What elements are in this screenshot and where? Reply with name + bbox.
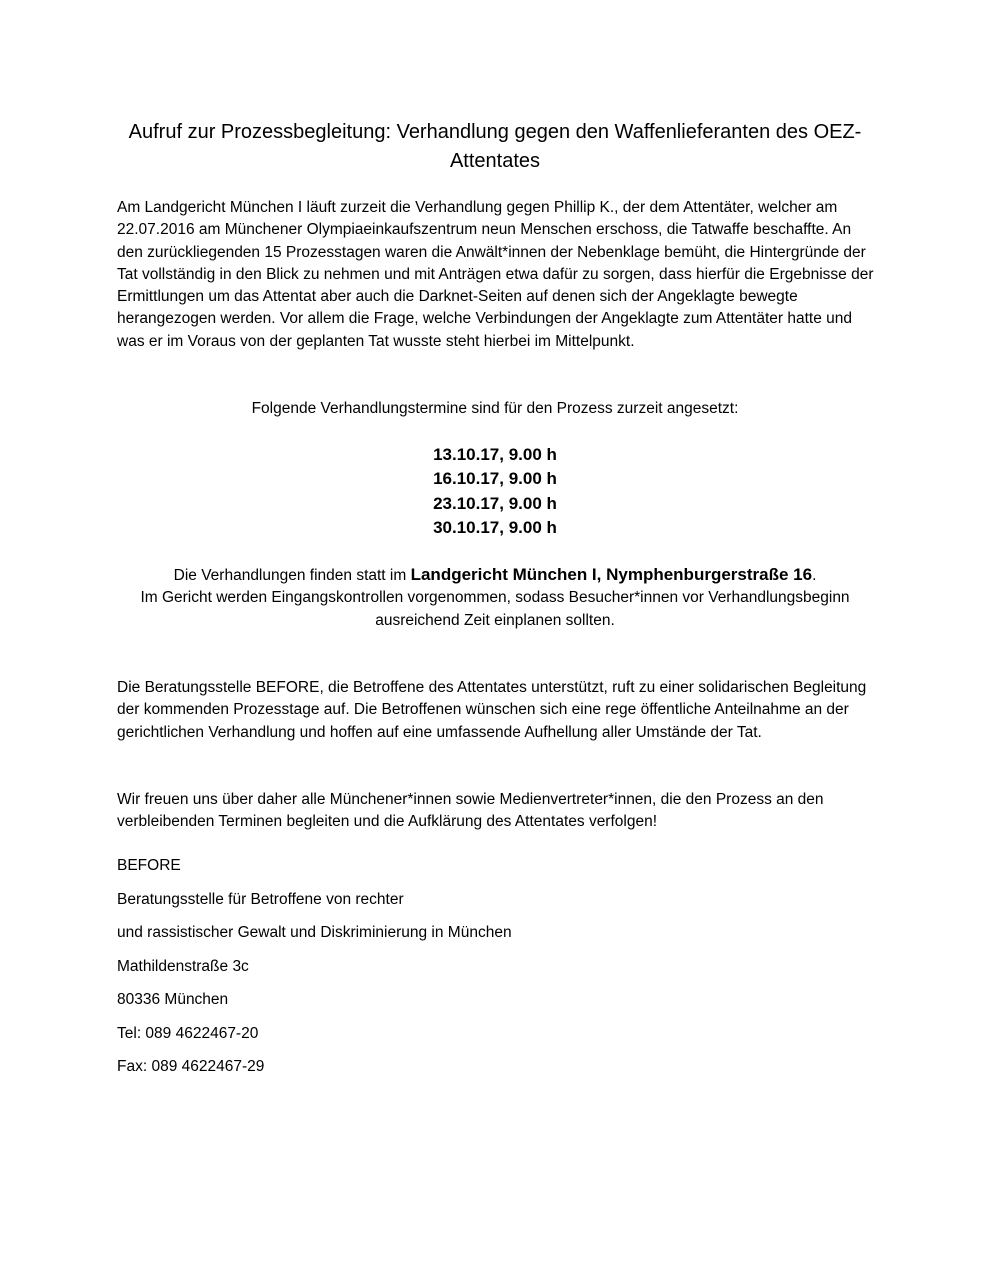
hearing-date: 23.10.17, 9.00 h — [433, 493, 557, 513]
venue-paragraph — [100, 564, 890, 632]
contact-city: 80336 München — [117, 991, 229, 1008]
dates-intro: Folgende Verhandlungstermine sind für den Prozess zurzeit angesetzt: — [251, 400, 739, 417]
intro-paragraph: Am Landgericht München I läuft zurzeit die Verhandlung gegen Phillip K., der dem Attentäter, welcher am 22.07.2016 am Münchener Olympiaeinkaufszentrum neun Menschen erschoss, die Tatwaffe beschaffte. An den zurückliegenden 15 Prozesstagen waren die Anwält*innen der Nebenklage bemüht, die Hintergründe der Tat vollständig in den Blick zu nehmen und mit Anträgen etwa dafür zu sorgen, dass hierfür die Ergebnisse der Ermittlungen um das Attentat aber auch die Darknet-Seiten auf denen sich der Angeklagte bewegte herangezogen werden. Vor allem die Frage, welche Verbindungen der Angeklagte zum Attentäter hatte und was er im Voraus von der geplanten Tat wusste steht hierbei im Mittelpunkt. — [117, 199, 874, 350]
contact-line1: Beratungsstelle für Betroffene von rechter — [117, 890, 404, 908]
venue-note: Im Gericht werden Eingangskontrollen vorgenommen, sodass Besucher*innen vor Verhandlungsbeginn ausreichend Zeit einplanen sollten. — [140, 589, 850, 629]
contact-org: BEFORE — [117, 857, 181, 874]
contact-tel: Tel: 089 4622467-20 — [117, 1024, 259, 1042]
contact-street: Mathildenstraße 3c — [117, 957, 249, 975]
venue-suffix: . — [812, 567, 817, 584]
venue-name: Landgericht München I, Nymphenburgerstraße 16 — [410, 565, 813, 584]
contact-line2: und rassistischer Gewalt und Diskriminierung in München — [117, 924, 512, 941]
contact-fax: Fax: 089 4622467-29 — [117, 1058, 265, 1075]
hearing-date: 16.10.17, 9.00 h — [433, 469, 557, 489]
before-paragraph: Die Beratungsstelle BEFORE, die Betroffene des Attentates unterstützt, ruft zu einer solidarischen Begleitung der kommenden Prozesstage auf. Die Betroffenen wünschen sich eine rege öffentliche Anteilnahme an der gerichtlichen Verhandlung und hoffen auf eine umfassende Aufhellung aller Umstände der Tat. — [117, 679, 867, 741]
venue-prefix: Die Verhandlungen finden statt im — [173, 567, 411, 584]
hearing-date: 13.10.17, 9.00 h — [433, 445, 557, 464]
document-title: Aufruf zur Prozessbegleitung: Verhandlung gegen den Waffenlieferanten des OEZ-Attentates — [128, 121, 862, 172]
hearing-dates-list — [100, 443, 890, 540]
hearing-date: 30.10.17, 9.00 h — [433, 517, 557, 537]
contact-block — [117, 855, 512, 1090]
welcome-paragraph: Wir freuen uns über daher alle Münchener*innen sowie Medienvertreter*innen, die den Prozess an den verbleibenden Terminen begleiten und die Aufklärung des Attentates verfolgen! — [117, 791, 824, 831]
